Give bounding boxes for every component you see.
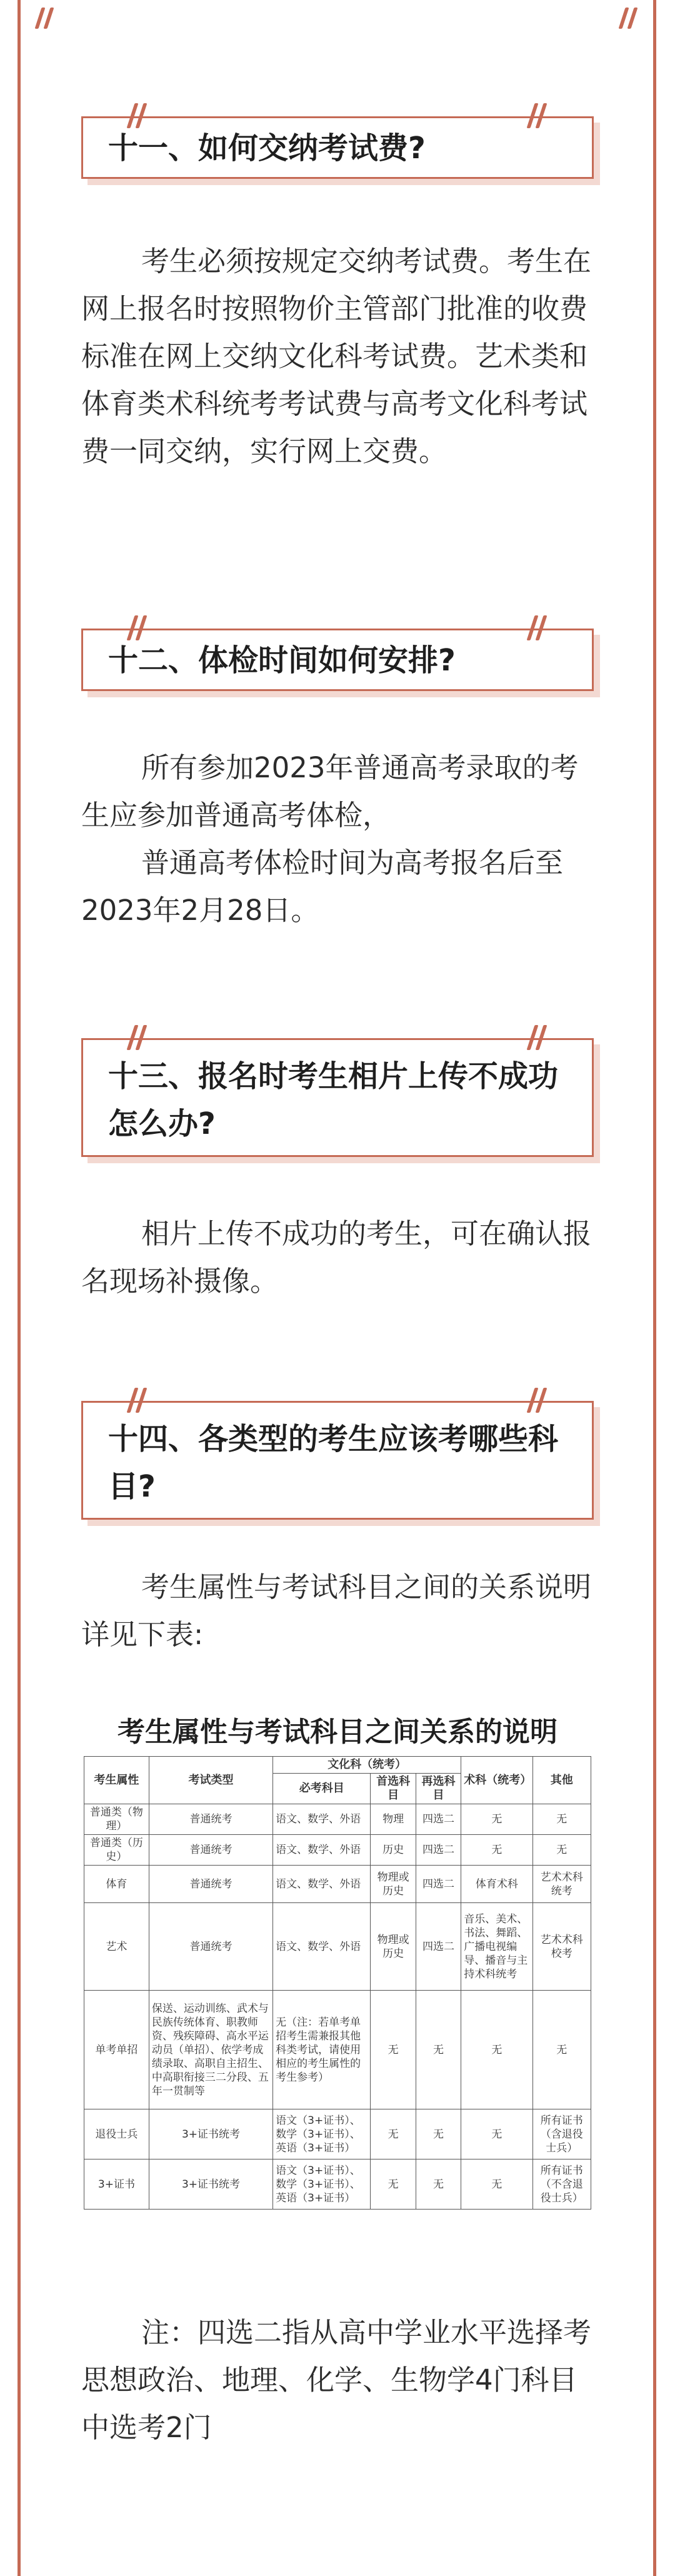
col-header-type: 考试类型: [149, 1757, 272, 1804]
table-cell: 单考单招: [84, 1991, 149, 2109]
section-14-heading-box: [81, 1401, 594, 1520]
col-header-second: 再选科目: [416, 1774, 461, 1804]
table-cell: 无: [371, 2159, 416, 2210]
col-header-art: 术科（统考）: [461, 1757, 532, 1804]
table-cell: 所有证书（含退役士兵）: [532, 2109, 591, 2159]
section-12-body: [81, 744, 594, 934]
table-title: 考生属性与考试科目之间关系的说明: [118, 1716, 558, 1748]
section-11-heading-box: [81, 116, 594, 179]
table-cell: 语文（3+证书）、数学（3+证书）、英语（3+证书）: [273, 2109, 371, 2159]
table-cell: 普通统考: [149, 1903, 272, 1991]
col-header-other: 其他: [532, 1757, 591, 1804]
table-row: [84, 1804, 591, 1835]
table-cell: 语文、数学、外语: [273, 1804, 371, 1835]
relation-table: [84, 1756, 591, 2210]
table-cell: 无: [461, 1835, 532, 1866]
table-cell: 无: [532, 1835, 591, 1866]
table-cell: 历史: [371, 1835, 416, 1866]
table-cell: 艺术术科校考: [532, 1903, 591, 1991]
table-cell: 语文（3+证书）、数学（3+证书）、英语（3+证书）: [273, 2159, 371, 2210]
col-header-attr: 考生属性: [84, 1757, 149, 1804]
table-cell: 无: [461, 2109, 532, 2159]
table-cell: 无: [461, 1991, 532, 2109]
table-cell: 体育: [84, 1866, 149, 1903]
table-cell: 语文、数学、外语: [273, 1903, 371, 1991]
table-cell: 3+证书统考: [149, 2159, 272, 2210]
table-cell: 普通统考: [149, 1866, 272, 1903]
section-12-heading: 十二、体检时间如何安排?: [108, 643, 456, 678]
section-11-body: [81, 238, 594, 475]
table-cell: 无: [416, 2109, 461, 2159]
table-cell: 无: [416, 1991, 461, 2109]
table-cell: 音乐、美术、书法、舞蹈、广播电视编导、播音与主持术科统考: [461, 1903, 532, 1991]
table-cell: 无: [371, 1991, 416, 2109]
table-cell: 保送、运动训练、武术与民族传统体育、职教师资、残疾障碍、高水平运动员（单招）、依学考成绩录取、高职自主招生、中高职衔接三二分段、五年一贯制等: [149, 1991, 272, 2109]
section-14-body: [81, 1563, 594, 1659]
table-row: [84, 1866, 591, 1903]
table-cell: 四选二: [416, 1866, 461, 1903]
table-cell: 无: [461, 1804, 532, 1835]
table-cell: 普通类（历史）: [84, 1835, 149, 1866]
binder-clip-icon: [127, 615, 148, 640]
table-cell: 所有证书（不含退役士兵）: [532, 2159, 591, 2210]
paragraph: 考生属性与考试科目之间的关系说明详见下表:: [81, 1570, 592, 1651]
table-cell: 普通类（物理）: [84, 1804, 149, 1835]
binder-clip-icon: [127, 103, 148, 128]
table-cell: 艺术术科统考: [532, 1866, 591, 1903]
section-13-body: [81, 1210, 594, 1305]
table-row: [84, 1835, 591, 1866]
table-cell: 体育术科: [461, 1866, 532, 1903]
footnote-text: 注：四选二指从高中学业水平选择考思想政治、地理、化学、生物学4门科目中选考2门: [81, 2316, 592, 2444]
table-cell: 四选二: [416, 1804, 461, 1835]
col-header-first: 首选科目: [371, 1774, 416, 1804]
table-cell: 无: [461, 2159, 532, 2210]
table-cell: 3+证书统考: [149, 2109, 272, 2159]
binder-clip-icon: [527, 615, 548, 640]
table-cell: 语文、数学、外语: [273, 1835, 371, 1866]
section-11-heading: 十一、如何交纳考试费?: [108, 131, 426, 166]
paragraph: 普通高考体检时间为高考报名后至2023年2月28日。: [81, 846, 564, 927]
section-13-heading-box: [81, 1038, 594, 1157]
binder-clip-icon-right: [618, 8, 639, 29]
table-cell: 四选二: [416, 1835, 461, 1866]
binder-clip-icon: [527, 1025, 548, 1050]
binder-clip-icon: [527, 103, 548, 128]
table-cell: 普通统考: [149, 1804, 272, 1835]
paragraph: 考生必须按规定交纳考试费。考生在网上报名时按照物价主管部门批准的收费标准在网上交纳文化科考试费。艺术类和体育类术科统考考试费与高考文化科考试费一同交纳，实行网上交费。: [81, 245, 592, 468]
table-cell: 普通统考: [149, 1835, 272, 1866]
table-cell: 物理或历史: [371, 1866, 416, 1903]
section-12-heading-box: [81, 629, 594, 691]
table-cell: 退役士兵: [84, 2109, 149, 2159]
table-cell: 无: [532, 1991, 591, 2109]
section-13-heading: 十三、报名时考生相片上传不成功怎么办?: [108, 1059, 559, 1141]
footnote: [81, 2309, 594, 2452]
table-cell: 艺术: [84, 1903, 149, 1991]
section-14-heading: 十四、各类型的考生应该考哪些科目?: [108, 1422, 559, 1504]
table-row: [84, 1991, 591, 2109]
paragraph: 相片上传不成功的考生，可在确认报名现场补摄像。: [81, 1217, 592, 1298]
table-cell: 四选二: [416, 1903, 461, 1991]
table-row: [84, 1903, 591, 1991]
binder-clip-icon-left: [34, 8, 56, 29]
table-row: [84, 2159, 591, 2210]
binder-clip-icon: [527, 1388, 548, 1413]
table-cell: 3+证书: [84, 2159, 149, 2210]
table-cell: 物理或历史: [371, 1903, 416, 1991]
col-header-culture: 文化科（统考）: [273, 1757, 461, 1774]
table-cell: 无（注：若单考单招考生需兼报其他科类考试，请使用相应的考生属性的考生参考）: [273, 1991, 371, 2109]
table-cell: 无: [416, 2159, 461, 2210]
col-header-required: 必考科目: [273, 1774, 371, 1804]
binder-clip-icon: [127, 1388, 148, 1413]
table-cell: 语文、数学、外语: [273, 1866, 371, 1903]
table-cell: 无: [532, 1804, 591, 1835]
table-cell: 无: [371, 2109, 416, 2159]
table-cell: 物理: [371, 1804, 416, 1835]
binder-clip-icon: [127, 1025, 148, 1050]
paragraph: 所有参加2023年普通高考录取的考生应参加普通高考体检，: [81, 751, 579, 832]
table-row: [84, 2109, 591, 2159]
